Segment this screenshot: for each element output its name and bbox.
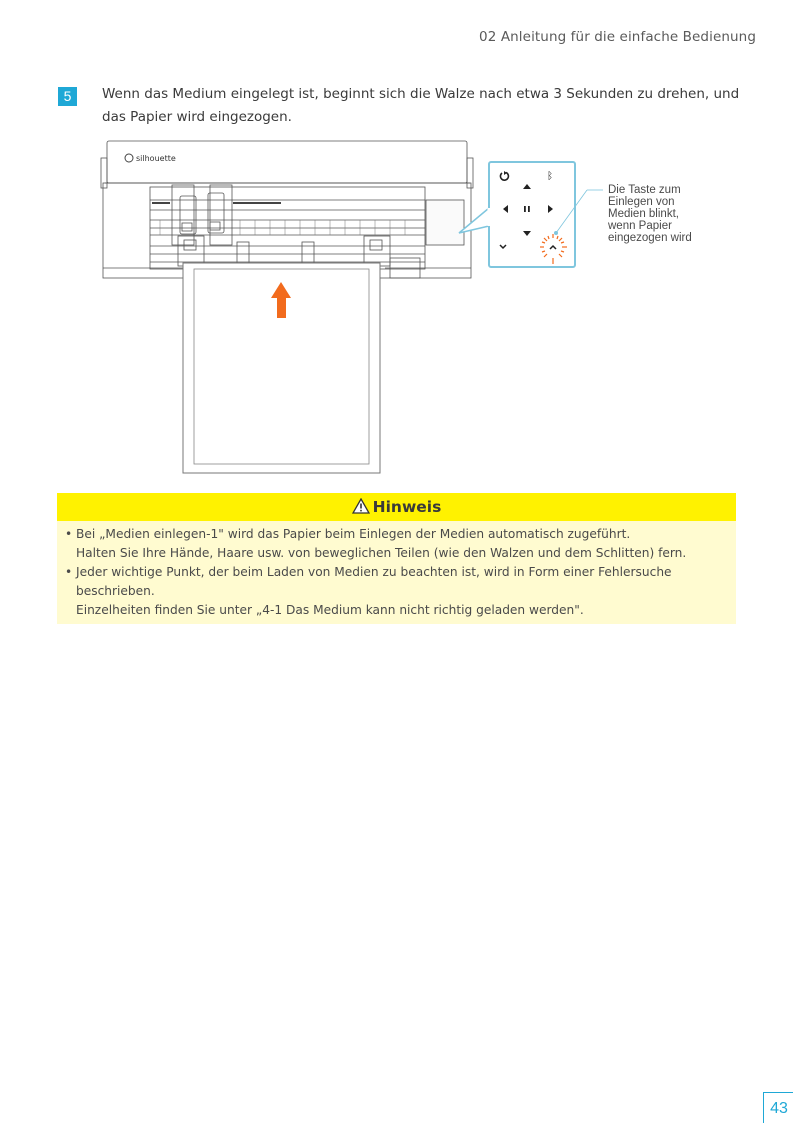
pinch-roller-left xyxy=(178,236,204,266)
callout-line: eingezogen wird xyxy=(608,232,692,244)
bullet-icon: • xyxy=(65,565,73,579)
step-instruction: Wenn das Medium eingelegt ist, beginnt sich die Walze nach etwa 3 Sekunden zu drehen, und das Papier wird eingezogen. xyxy=(102,86,740,125)
note-title: Hinweis xyxy=(372,498,442,516)
callout-label xyxy=(608,184,692,244)
section-header: 02 Anleitung für die einfache Bedienung xyxy=(479,29,756,45)
note-text: Halten Sie Ihre Hände, Haare usw. von beweglichen Teilen (wie den Walzen und dem Schlitten) fern. xyxy=(76,546,687,560)
pause-icon xyxy=(524,206,526,212)
callout-line: Einlegen von xyxy=(608,196,675,208)
bullet-icon: • xyxy=(65,527,73,541)
page-number: 43 xyxy=(763,1092,793,1123)
note-item xyxy=(67,525,726,563)
note-text: Einzelheiten finden Sie unter „4-1 Das Medium kann nicht richtig geladen werden". xyxy=(76,603,584,617)
machine-control-panel xyxy=(426,200,464,245)
callout-line: Medien blinkt, xyxy=(608,208,679,220)
warning-icon xyxy=(352,498,370,514)
bluetooth-icon: ᛒ xyxy=(547,171,553,182)
note-header xyxy=(57,493,736,521)
step-number-badge: 5 xyxy=(58,87,77,106)
note-text: Jeder wichtige Punkt, der beim Laden von Medien zu beachten ist, wird in Form einer Fehlersuche beschrieben. xyxy=(76,565,672,598)
pinch-roller-right xyxy=(364,236,390,266)
note-item xyxy=(67,563,726,620)
note-body xyxy=(57,521,736,624)
note-text: Bei „Medien einlegen-1" wird das Papier beim Einlegen der Medien automatisch zugeführt. xyxy=(76,527,631,541)
callout-line: Die Taste zum xyxy=(608,184,681,196)
callout-line: wenn Papier xyxy=(608,220,672,232)
carriage-right xyxy=(210,185,232,245)
note-box xyxy=(57,493,736,624)
silhouette-logo-icon xyxy=(125,154,133,162)
brand-logo-text: silhouette xyxy=(136,154,176,163)
